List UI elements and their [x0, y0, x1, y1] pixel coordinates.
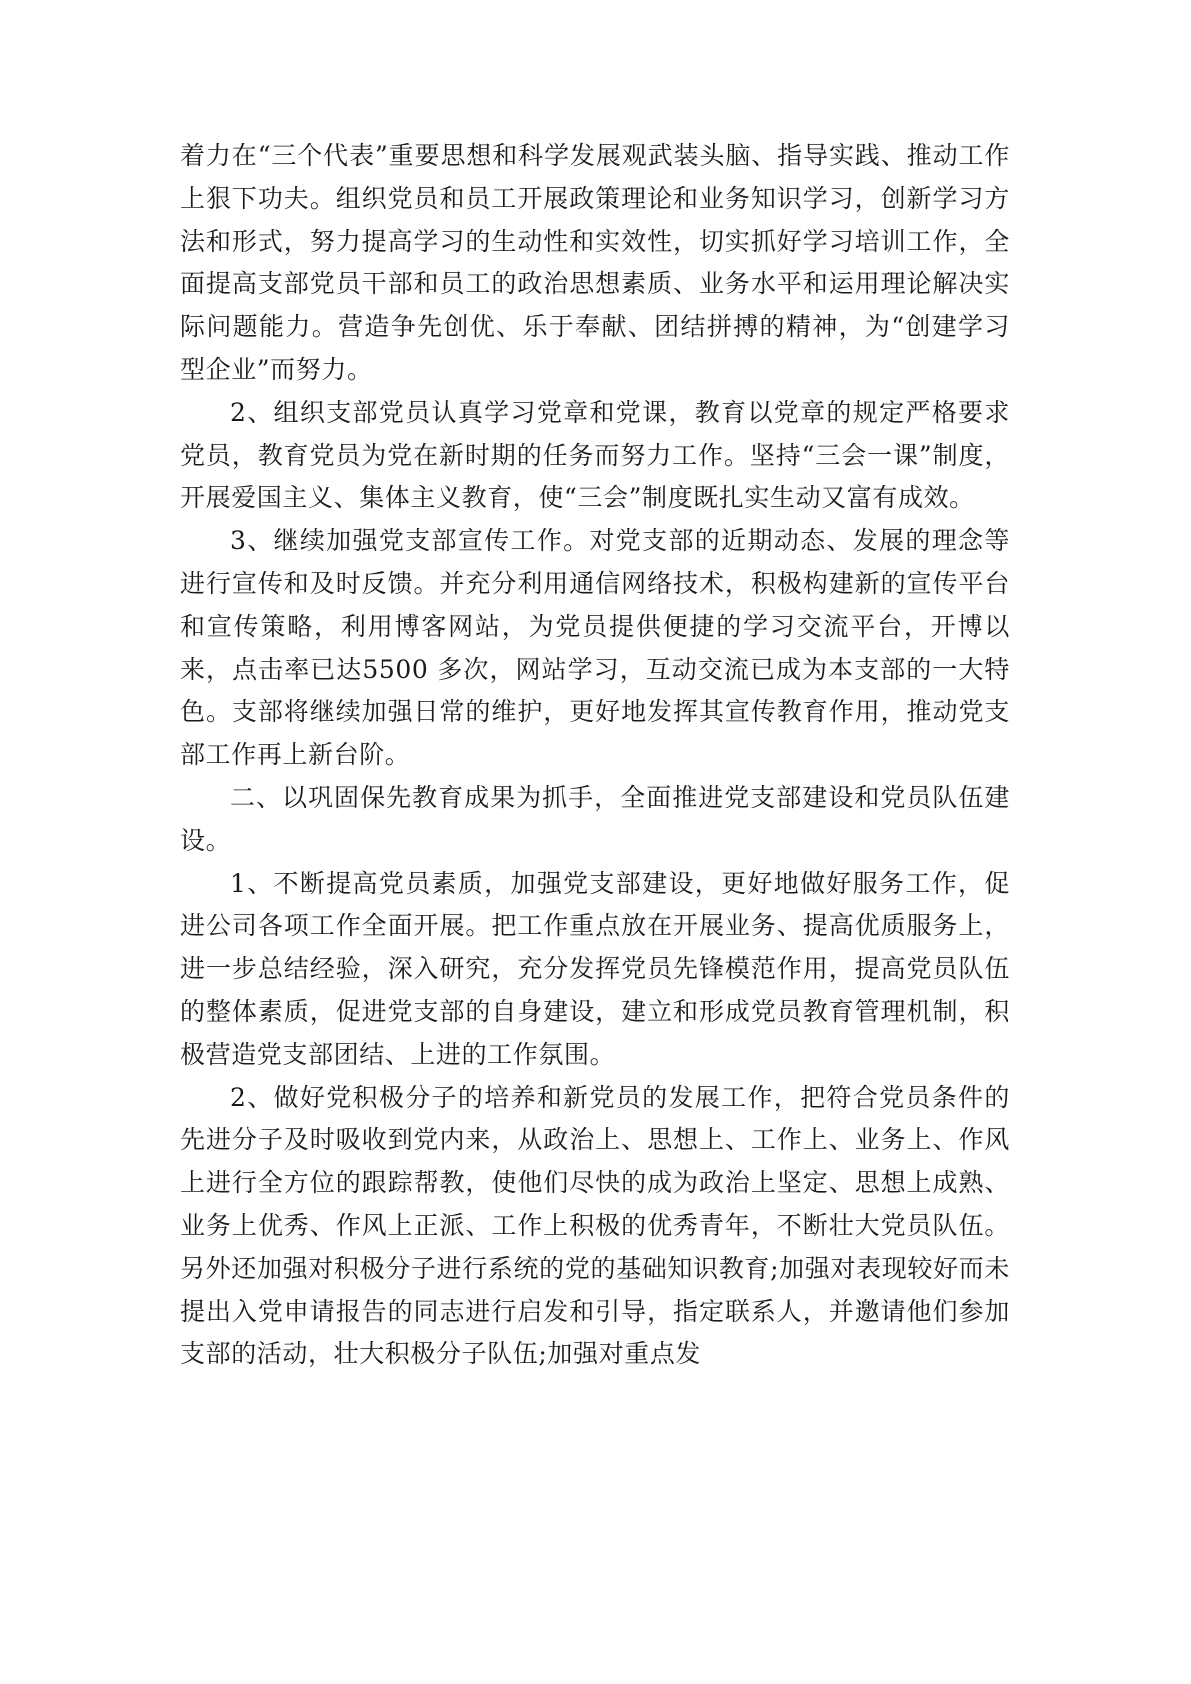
- document-body: [180, 135, 1010, 1376]
- paragraph-item-1-quality: 1、不断提高党员素质，加强党支部建设，更好地做好服务工作，促进公司各项工作全面开展。把工作重点放在开展业务、提高优质服务上，进一步总结经验，深入研究，充分发挥党员先锋模范作用，提高党员队伍的整体素质，促进党支部的自身建设，建立和形成党员教育管理机制，积极营造党支部团结、上进的工作氛围。: [180, 868, 1010, 1069]
- section-heading-2: 二、以巩固保先教育成果为抓手，全面推进党支部建设和党员队伍建设。: [180, 782, 1010, 855]
- paragraph-item-3-publicity: 3、继续加强党支部宣传工作。对党支部的近期动态、发展的理念等进行宣传和及时反馈。并充分利用通信网络技术，积极构建新的宣传平台和宣传策略，利用博客网站，为党员提供便捷的学习交流平台，开博以来，点击率已达5500 多次，网站学习，互动交流已成为本支部的一大特色。支部将继续加强日常的维护，更好地发挥其宣传教育作用，推动党支部工作再上新台阶。: [180, 526, 1010, 770]
- paragraph-item-2-development: 2、做好党积极分子的培养和新党员的发展工作，把符合党员条件的先进分子及时吸收到党内来，从政治上、思想上、工作上、业务上、作风上进行全方位的跟踪帮教，使他们尽快的成为政治上坚定、思想上成熟、业务上优秀、作风上正派、工作上积极的优秀青年，不断壮大党员队伍。另外还加强对积极分子进行系统的党的基础知识教育;加强对表现较好而未提出入党申请报告的同志进行启发和引导，指定联系人，并邀请他们参加支部的活动，壮大积极分子队伍;加强对重点发: [180, 1082, 1010, 1369]
- paragraph-item-2-study: 2、组织支部党员认真学习党章和党课，教育以党章的规定严格要求党员，教育党员为党在新时期的任务而努力工作。坚持“三会一课”制度，开展爱国主义、集体主义教育，使“三会”制度既扎实生动又富有成效。: [180, 397, 1010, 513]
- paragraph-continuation: 着力在“三个代表”重要思想和科学发展观武装头脑、指导实践、推动工作上狠下功夫。组织党员和员工开展政策理论和业务知识学习，创新学习方法和形式，努力提高学习的生动性和实效性，切实抓好学习培训工作，全面提高支部党员干部和员工的政治思想素质、业务水平和运用理论解决实际问题能力。营造争先创优、乐于奉献、团结拼搏的精神，为“创建学习型企业”而努力。: [180, 141, 1010, 384]
